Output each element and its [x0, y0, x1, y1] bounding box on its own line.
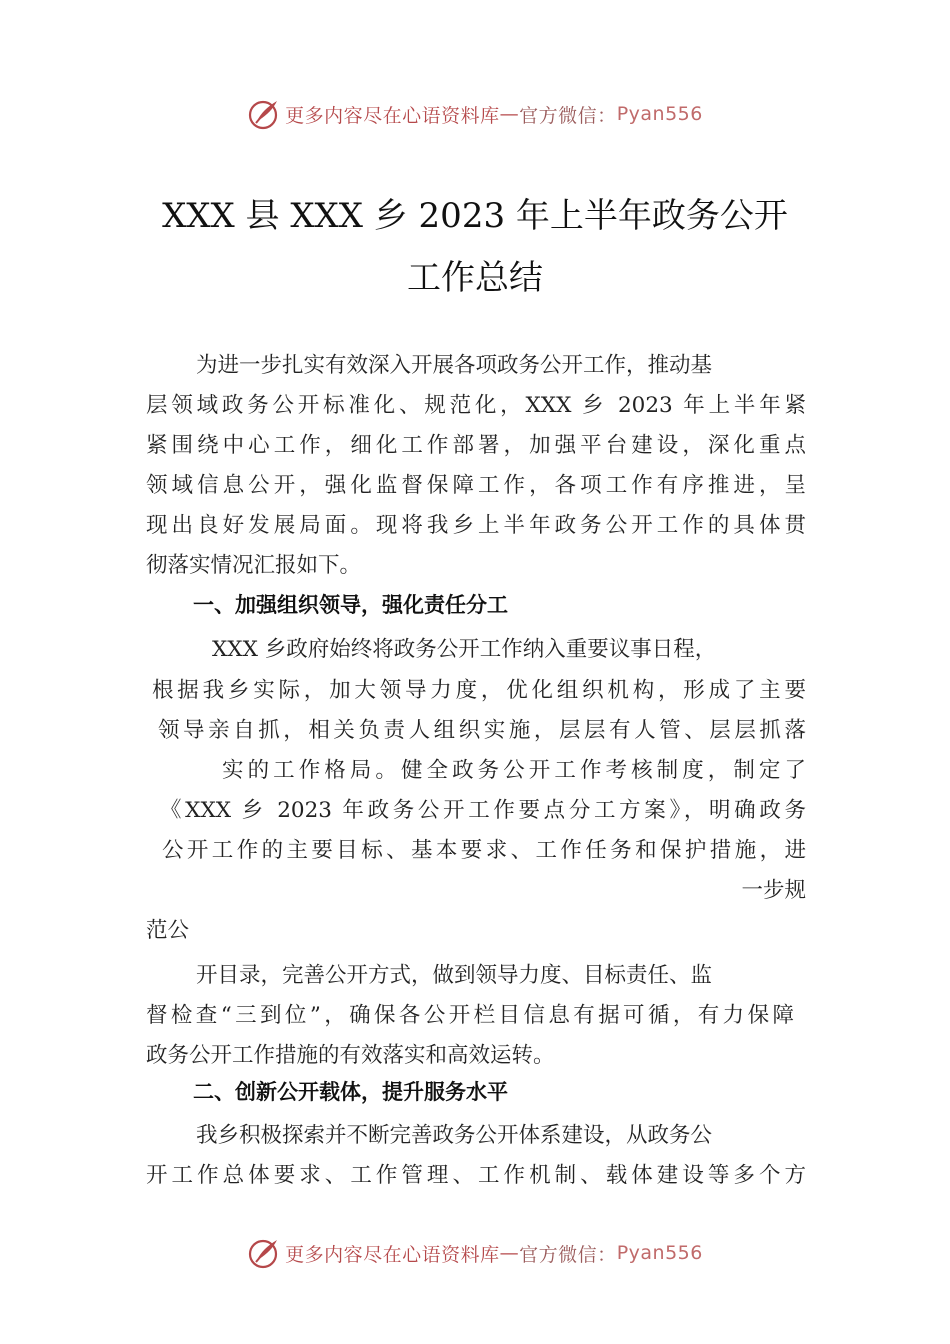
watermark-label: 官方微信：: [519, 1243, 617, 1266]
section1-line: XXX 乡政府始终将政务公开工作纳入重要议事日程，: [212, 637, 717, 662]
watermark-brand: 更多内容尽在心语资料库: [285, 1243, 500, 1266]
quill-logo-icon: [247, 1236, 281, 1270]
watermark-separator: —: [499, 103, 520, 125]
section1-line: 督检查“三到位”，确保各公开栏目信息有据可循，有力保障: [146, 1003, 794, 1028]
intro-line: 紧围绕中心工作，细化工作部署，加强平台建设，深化重点: [146, 433, 806, 458]
document-title-line-2: 工作总结: [407, 258, 543, 298]
section1-line: 范公: [146, 918, 190, 943]
section2-line: 开工作总体要求、工作管理、工作机制、载体建设等多个方: [146, 1163, 806, 1188]
section-heading-2: 二、创新公开载体，提升服务水平: [193, 1080, 508, 1104]
watermark-separator: —: [499, 1242, 520, 1264]
document-title-line-1: XXX 县 XXX 乡 2023 年上半年政务公开: [162, 196, 788, 236]
intro-line: 彻落实情况汇报如下。: [146, 553, 362, 578]
intro-line: 为进一步扎实有效深入开展各项政务公开工作，推动基: [196, 353, 713, 378]
section1-line: 开目录，完善公开方式，做到领导力度、目标责任、监: [196, 963, 713, 988]
intro-line: 层领域政务公开标准化、规范化，XXX 乡 2023 年上半年紧: [146, 393, 806, 418]
section1-line: 一步规: [741, 878, 806, 903]
intro-line: 现出良好发展局面。现将我乡上半年政务公开工作的具体贯: [146, 513, 806, 538]
section-heading-1: 一、加强组织领导，强化责任分工: [193, 593, 508, 617]
watermark-label: 官方微信：: [519, 104, 617, 127]
section1-line: 根据我乡实际，加大领导力度，优化组织机构，形成了主要: [152, 678, 806, 703]
watermark-footer: [0, 1233, 950, 1273]
watermark-brand: 更多内容尽在心语资料库: [285, 104, 500, 127]
section1-line: 政务公开工作措施的有效落实和高效运转。: [146, 1043, 555, 1068]
watermark-wechat-id: Pyan556: [616, 103, 703, 125]
section1-line: 《XXX 乡 2023 年政务公开工作要点分工方案》，明确政务: [160, 798, 806, 823]
watermark-header: [0, 94, 950, 134]
quill-logo-icon: [247, 97, 281, 131]
section1-line: 实的工作格局。健全政务公开工作考核制度，制定了: [222, 758, 806, 783]
section1-line: 领导亲自抓，相关负责人组织实施，层层有人管、层层抓落: [158, 718, 806, 743]
watermark-wechat-id: Pyan556: [616, 1242, 703, 1264]
intro-line: 领域信息公开，强化监督保障工作，各项工作有序推进，呈: [146, 473, 806, 498]
section2-line: 我乡积极探索并不断完善政务公开体系建设，从政务公: [196, 1123, 713, 1148]
section1-line: 公开工作的主要目标、基本要求、工作任务和保护措施，进: [162, 838, 806, 863]
